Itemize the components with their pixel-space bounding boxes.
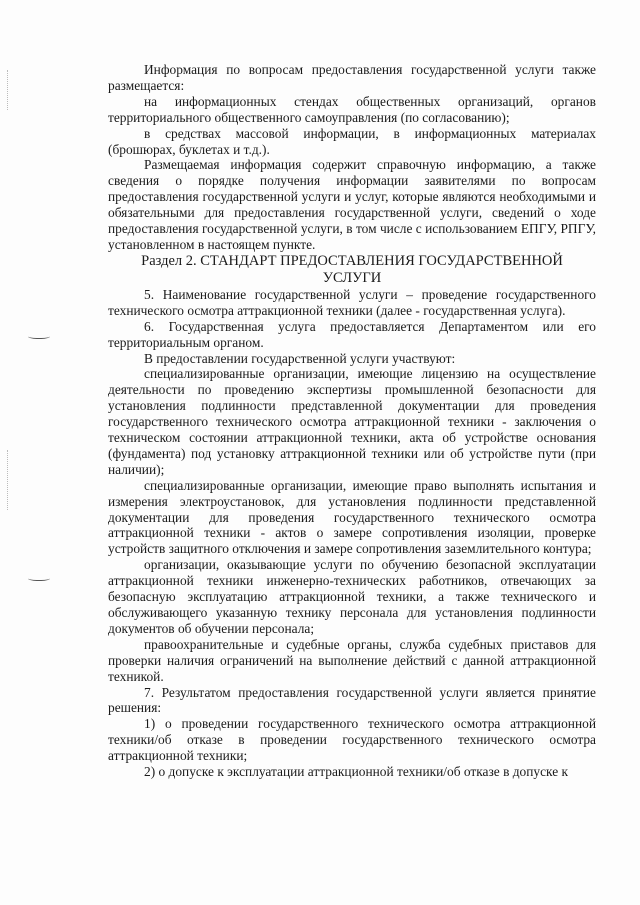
paragraph: на информационных стендах общественных организаций, органов территориального общественного самоуправления (по согласованию); [108,93,596,125]
paragraph: 2) о допуске к эксплуатации аттракционной техники/об отказе в допуске к [144,764,569,780]
paragraph: 5. Наименование государственной услуги – проведение государственного технического осмотра аттракционной техники (далее - государственная услуга). [108,286,596,318]
paragraph: Информация по вопросам предоставления государственной услуги также размещается: [108,62,596,93]
paragraph: организации, оказывающие услуги по обучению безопасной эксплуатации аттракционной техники инженерно-технических работников, отвечающих за безопасную эксплуатацию аттракционной техники, а также технического и обслуживающего указанную технику персонала для установления подлинности документов об обучении персонала; [108,557,596,636]
scan-margin-dots [7,450,9,510]
paragraph: 6. Государственная услуга предоставляется Департаментом или его территориальным органом. [108,318,596,350]
paragraph: 7. Результатом предоставления государственной услуги является принятие решения: [108,684,596,716]
paragraph: в средствах массовой информации, в информационных материалах (брошюрах, буклетах и т.д.). [108,125,596,157]
paragraph: специализированные организации, имеющие право выполнять испытания и измерения электроустановок, для установления подлинности представленной документации для проведения государственного технического осмотра аттракционной техники - актов о замере сопротивления изоляции, проверке устройств защитного отключения и замере сопротивления заземлительного контура; [108,477,596,557]
paragraph: правоохранительные и судебные органы, служба судебных приставов для проверки наличия ограничений на выполнение действий с данной аттракционной техникой. [108,636,596,684]
punch-hole-mark [28,332,50,339]
paragraph: Размещаемая информация содержит справочную информацию, а также сведения о порядке получения информации заявителями по вопросам предоставления государственной услуги и услуг, которые являются необходимыми и обязательными для предоставления государственной услуги, сведений о ходе предоставления государственной услуги, в том числе с использованием ЕПГУ, РПГУ, установленном в настоящем пункте. [108,157,596,252]
punch-hole-mark [28,574,50,581]
paragraph: В предоставлении государственной услуги участвуют: [144,350,456,366]
document-body [108,62,596,780]
paragraph: 1) о проведении государственного технического осмотра аттракционной техники/об отказе в проведении государственного технического осмотра аттракционной техники; [108,716,596,764]
paragraph: специализированные организации, имеющие лицензию на осуществление деятельности по проведению экспертизы промышленной безопасности для установления подлинности представленной документации для проведения государственного технического осмотра аттракционной техники - заключения о техническом состоянии аттракционной техники, акта об устройстве основания (фундамента) под установку аттракционной техники или об устройстве пути (при наличии); [108,366,596,477]
section-title: Раздел 2. СТАНДАРТ ПРЕДОСТАВЛЕНИЯ ГОСУДАРСТВЕННОЙ УСЛУГИ [141,252,563,286]
scan-margin-dots [7,70,9,110]
